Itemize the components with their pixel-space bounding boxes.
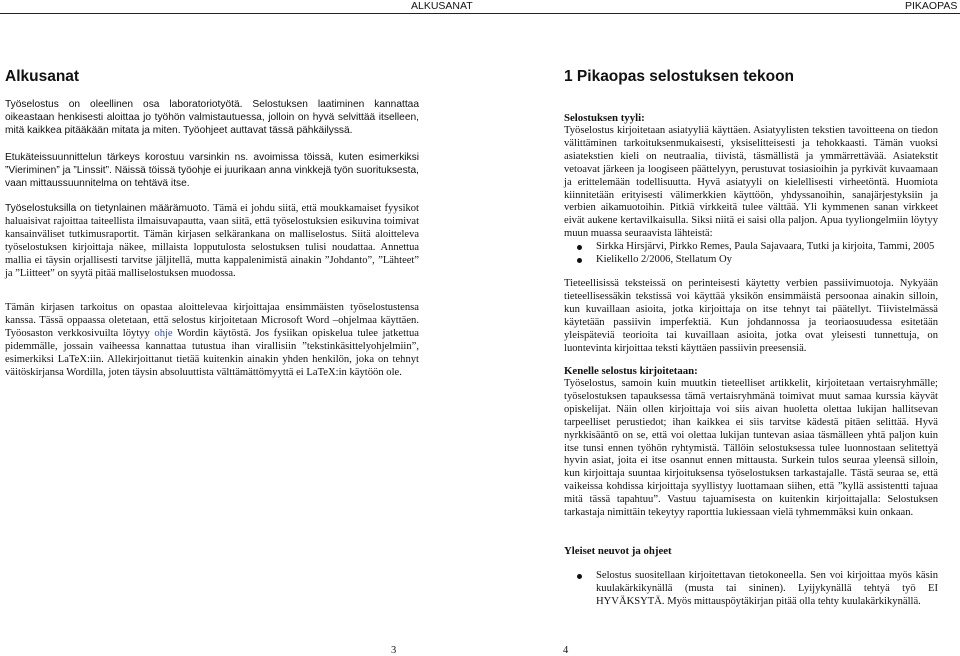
running-header-right: PIKAOPAS	[905, 0, 958, 12]
intro-paragraph-3	[5, 203, 419, 280]
intro-paragraph-4	[5, 302, 419, 379]
header-rule-right	[480, 13, 960, 14]
audience-paragraph: Työselostus, samoin kuin muutkin tieteelliset artikkelit, kirjoitetaan vertaisryhmälle; työselostuksen tapauksessa tämä vertaisryhmänä toimivat muut samaa kurssia käyvät opiskelijat. Näin ollen kirjoittaja voi siis aivan huoletta olettaa lukijan hallitsevan tarpeelliset perustiedot; ihan kaikkea ei siis tarvitse kädestä pitäen selittää. Hyvä nyrkkisääntö on se, että voi olettaa lukijan tuntevan asiaa täsmälleen yhtä paljon kuin itse tunsi ennen työhön ryhtymistä. Tällöin selostuksessa tulee luonnostaan selitettyä hyvin asiat, joita ei itse osannut ennen mittausta. Surkein tulos seuraa yleensä silloin, kun kirjoittaja suuntaa kirjoituksensa työselostuksen tarkastajalle. Tästä seuraa se, että vaikeissa kohdissa kirjoittaja syyllistyy luottamaan siihen, että ”kyllä assistentti tajuaa mitä tässä tapahtuu”. Vastuu tajuamisesta on kuitenkin kirjoittajalla: Selostuksen tarkastaja nimittäin tekeytyy raporttia lukiessaan vielä tyhmemmäksi kuin onkaan.	[564, 378, 938, 519]
intro-paragraph-2: Etukäteissuunnittelun tärkeys korostuu varsinkin ns. avoimissa töissä, kuten esimerkiksi ”Vieriminen” ja ”Linssit”. Näissä töissä työohje ei juurikaan anna vinkkejä työn suorituksesta, vaan mittaussuunnitelma on tehtävä itse.	[5, 152, 419, 189]
right-page	[480, 0, 960, 656]
intro-paragraph-4-a: Tämän kirjasen tarkoitus on opastaa aloittelevaa kirjoittajaa ensimmäisten työselostustensa kanssa. Tässä oppaassa oletetaan, että selostus kirjoitetaan Microsoft Word –ohjelmaa käyttäen. Työosaston verkkosivuilta löytyy	[5, 302, 419, 339]
audience-heading: Kenelle selostus kirjoitetaan:	[564, 365, 698, 377]
style-paragraph: Työselostus kirjoitetaan asiatyyliä käyttäen. Asiatyylisten tekstien tavoitteena on tiedon välittäminen tarkoituksenmukaisesti, yksiselitteisesti ja tehokkaasti. Tämän vuoksi asiatekstien kieli on neutraalia, tiivistä, täsmällistä ja ymmärrettävää. Asiatekstit vetoavat järkeen ja loogiseen päättelyyn, perustuvat tosiasioihin ja pyrkivät kuvaamaan ja erittelemään todellisuutta. Hyvä asiatyyli on kielellisesti virheetöntä. Huomiota kiinnitetään erityisesti välimerkkien käyttöön, yhdyssanoihin, sanajärjestyksiin ja verbien aikamuotoihin. Pitkiä virkkeitä tulee välttää. Yli kymmenen sanan virkkeet eivät aukene kertavilkaisulla. Siksi niitä ei saisi olla paljon. Apua tyyliongelmiin löytyy muun muassa seuraavista lähteistä:	[564, 125, 938, 240]
intro-paragraph-1: Työselostus on oleellinen osa laboratoriotyötä. Selostuksen laatiminen kannattaa oikeastaan henkisesti aloittaa jo työhön valmistautuessa, jolloin on hyvä selvittää itselleen, mitä kaikkea pitääkään mitata ja miten. Työohjeet auttavat tässä pähkäilyssä.	[5, 99, 419, 136]
page-number-right: 4	[563, 645, 569, 656]
header-rule-left	[0, 13, 480, 14]
tip-item: Selostus suositellaan kirjoitettavan tietokoneella. Sen voi kirjoittaa myös käsin kuulakärkikynällä (musta tai sininen). Lyijykynällä tehtyä työ EI HYVÄKSYTÄ. Myös mittauspöytäkirjan pitää olla tehty kuulakärkikynällä.	[564, 570, 938, 609]
source-item: Sirkka Hirsjärvi, Pirkko Remes, Paula Sajavaara, Tutki ja kirjoita, Tammi, 2005	[564, 241, 938, 254]
source-list	[564, 241, 938, 267]
intro-paragraph-3-lead: Työselostuksilla on tietynlainen määrämuoto.	[5, 203, 210, 214]
chapter-title: 1 Pikaopas selostuksen tekoon	[564, 68, 795, 85]
intro-paragraph-4-b: Wordin käytöstä. Jos fysiikan opiskelua tulee jatkettua pidemmälle, jossain vaiheessa kannattaa tutustua ihan virallisiin ”tekstinkäsittelyohjelmiin”, esimerkiksi LaTeX:iin. Allekirjoittanut tietää kuitenkin ainakin yhden henkilön, joka on tehnyt väitöskirjansa Wordilla, joten täysin absoluuttista välttämättömyyttä ei LaTeX:in käytöön ole.	[5, 327, 419, 378]
passive-paragraph: Tieteellisissä teksteissä on perinteisesti käytetty verbien passiivimuotoja. Nykyään tieteellisessäkin tekstissä voi käyttää yksikön ensimmäistä persoonaa ainakin silloin, kun kuvaillaan asioita, jotka kirjoittaja on itse tehnyt tai päätellyt. Tiivistelmässä käytetään passiivin imperfektiä. Kun johdannossa ja teoriaosuudessa esitetään yleispäteviä teorioita tai kuvaillaan asioita, jotka ovat yleisesti tunnettuja, on luontevinta kirjoittaa teksti käyttäen passiivin preesensiä.	[564, 278, 938, 354]
tips-heading: Yleiset neuvot ja ohjeet	[564, 545, 672, 557]
tips-list	[564, 570, 938, 609]
wordohje-link[interactable]: ohje	[154, 327, 173, 339]
running-header-left: ALKUSANAT	[411, 0, 473, 12]
style-heading: Selostuksen tyyli:	[564, 112, 645, 124]
intro-paragraph-3-body: Tämä ei johdu siitä, että moukkamaiset fyysikot haluaisivat rajoittaa taiteellista ilmaisuvapautta, vaan siitä, että työselostuksien esikuvina toimivat kansainväliset tutkimusraportit. Tämän kirjasen selkärankana on malliselostus. Siitä aloitteleva työselostuksen kirjoittaja näkee, millaista lopputulosta selostuksen tulisi noudattaa. Annettua mallia ei täysin orjallisesti tarvitse jäljitellä, mutta kappalenimistä ainakin ”Johdanto”, ”Lähteet” ja ”Liitteet” on syytä pitää malliselostuksen muodossa.	[5, 203, 419, 279]
page-number-left: 3	[391, 645, 397, 656]
page-title: Alkusanat	[5, 68, 80, 85]
source-item: Kielikello 2/2006, Stellatum Oy	[564, 254, 938, 267]
